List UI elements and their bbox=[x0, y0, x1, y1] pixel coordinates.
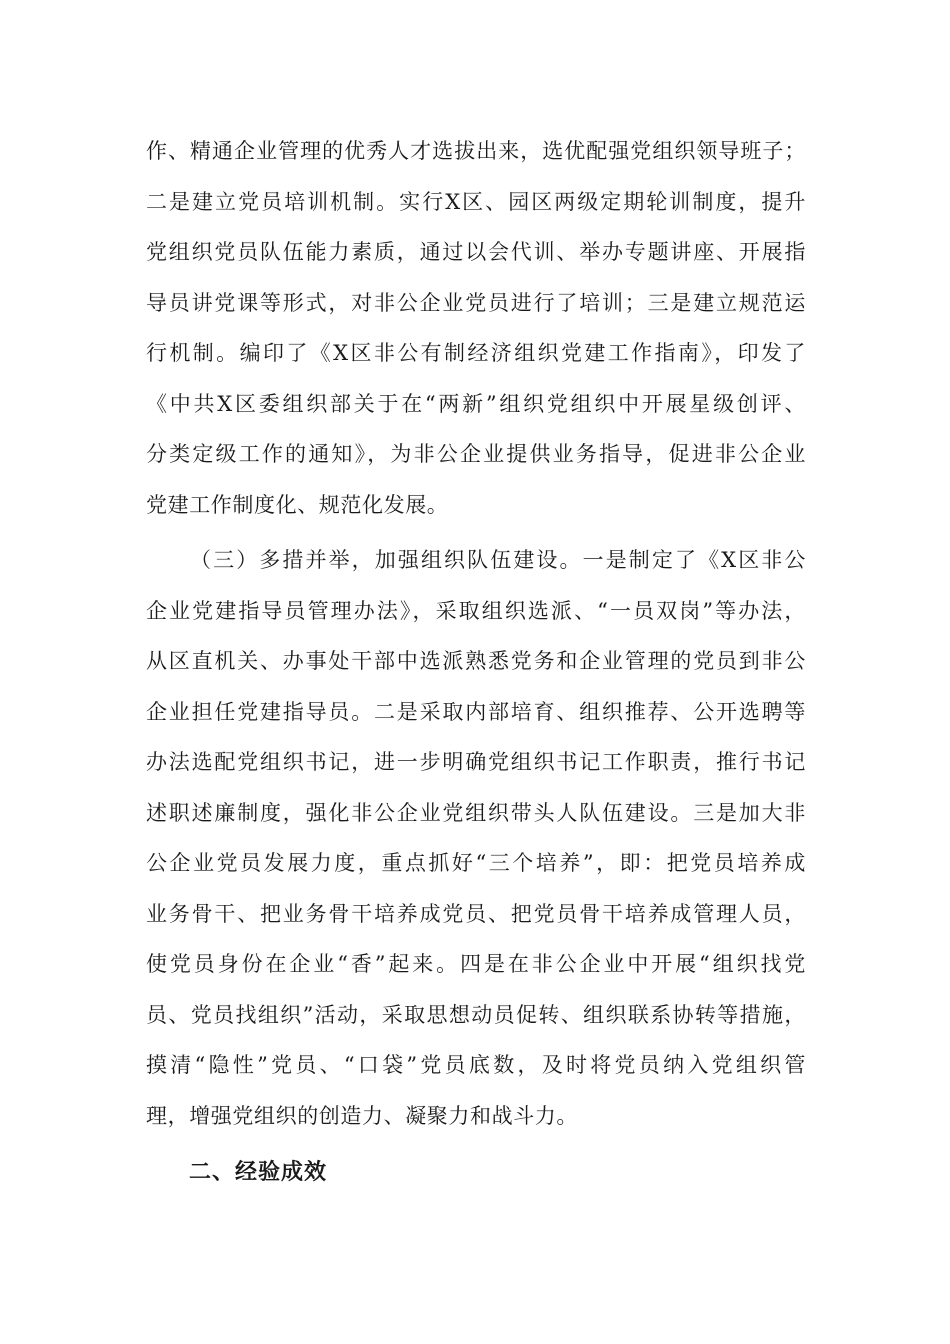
section-heading: 二、经验成效 bbox=[189, 1159, 328, 1185]
paragraph-line: 从区直机关、办事处干部中选派熟悉党务和企业管理的党员到非公 bbox=[146, 649, 806, 673]
paragraph-line: （三）多措并举，加强组织队伍建设。一是制定了《X区非公 bbox=[190, 548, 806, 572]
paragraph-line: 业务骨干、把业务骨干培养成党员、把党员骨干培养成管理人员， bbox=[146, 901, 806, 926]
paragraph-line: 行机制。编印了《X区非公有制经济组织党建工作指南》，印发了 bbox=[146, 341, 806, 365]
paragraph-1 bbox=[146, 126, 806, 530]
paragraph-line: 《中共X区委组织部关于在“两新”组织党组织中开展星级创评、 bbox=[146, 391, 806, 416]
paragraph-line: 企业担任党建指导员。二是采取内部培育、组织推荐、公开选聘等 bbox=[146, 699, 806, 724]
paragraph-line: 理，增强党组织的创造力、凝聚力和战斗力。 bbox=[146, 1103, 578, 1128]
paragraph-line: 摸清“隐性”党员、“口袋”党员底数，及时将党员纳入党组织管 bbox=[146, 1053, 806, 1077]
paragraph-line: 党建工作制度化、规范化发展。 bbox=[146, 492, 449, 517]
paragraph-line: 党组织党员队伍能力素质，通过以会代训、举办专题讲座、开展指 bbox=[146, 240, 806, 264]
paragraph-line: 使党员身份在企业“香”起来。四是在非公企业中开展“组织找党 bbox=[146, 952, 806, 976]
paragraph-line: 员、党员找组织”活动，采取思想动员促转、组织联系协转等措施， bbox=[146, 1002, 806, 1027]
paragraph-line: 企业党建指导员管理办法》，采取组织选派、“一员双岗”等办法， bbox=[146, 598, 806, 623]
paragraph-line: 办法选配党组织书记，进一步明确党组织书记工作职责，推行书记 bbox=[146, 750, 806, 774]
paragraph-line: 述职述廉制度，强化非公企业党组织带头人队伍建设。三是加大非 bbox=[146, 800, 806, 825]
paragraph-2 bbox=[146, 535, 806, 1141]
paragraph-line: 二是建立党员培训机制。实行X区、园区两级定期轮训制度，提升 bbox=[146, 189, 806, 214]
paragraph-line: 导员讲党课等形式，对非公企业党员进行了培训；三是建立规范运 bbox=[146, 290, 806, 315]
paragraph-line: 作、精通企业管理的优秀人才选拔出来，选优配强党组织领导班子； bbox=[146, 139, 806, 163]
paragraph-line: 公企业党员发展力度，重点抓好“三个培养”，即：把党员培养成 bbox=[146, 851, 806, 875]
paragraph-line: 分类定级工作的通知》，为非公企业提供业务指导，促进非公企业 bbox=[146, 442, 806, 466]
